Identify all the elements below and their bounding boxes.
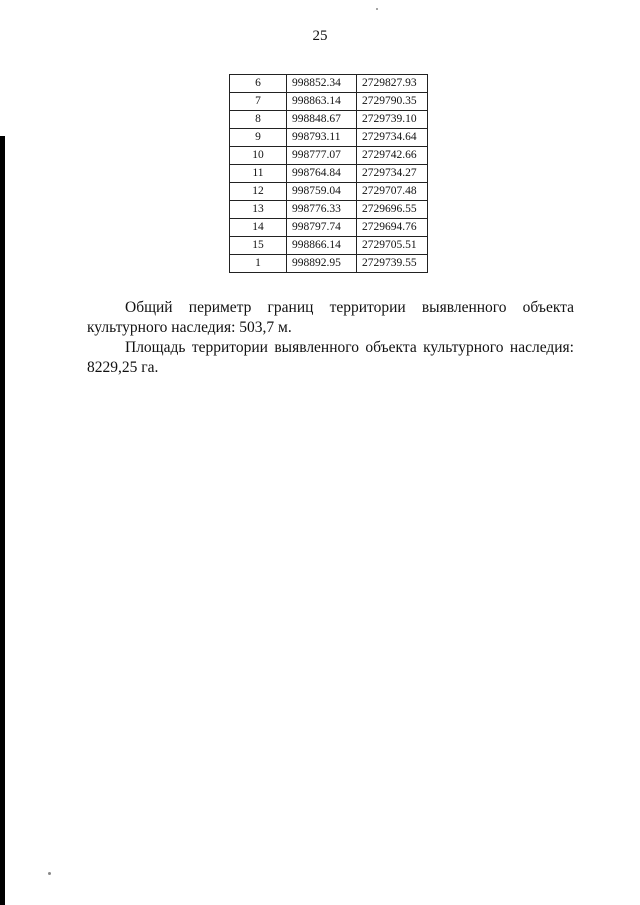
x-coordinate-cell: 998863.14 — [287, 93, 357, 111]
y-coordinate-cell: 2729790.35 — [357, 93, 428, 111]
y-coordinate-cell: 2729707.48 — [357, 183, 428, 201]
table-row — [230, 201, 428, 219]
point-number-cell: 8 — [230, 111, 287, 129]
y-coordinate-cell: 2729694.76 — [357, 219, 428, 237]
x-coordinate-cell: 998892.95 — [287, 255, 357, 273]
point-number-cell: 13 — [230, 201, 287, 219]
point-number-cell: 1 — [230, 255, 287, 273]
perimeter-paragraph — [87, 298, 574, 338]
coordinates-table — [229, 74, 428, 273]
point-number-cell: 7 — [230, 93, 287, 111]
scan-margin-bar — [0, 136, 5, 905]
x-coordinate-cell: 998797.74 — [287, 219, 357, 237]
table-row — [230, 219, 428, 237]
page-number: 25 — [312, 28, 328, 44]
table-row — [230, 237, 428, 255]
table-row — [230, 147, 428, 165]
perimeter-text: Общий периметр границ территории выявленного объекта культурного наследия: 503,7 м. — [87, 299, 574, 336]
y-coordinate-cell: 2729734.27 — [357, 165, 428, 183]
table-row — [230, 75, 428, 93]
scan-speck — [48, 872, 51, 875]
area-paragraph — [87, 338, 574, 378]
point-number-cell: 14 — [230, 219, 287, 237]
area-text: Площадь территории выявленного объекта культурного наследия: 8229,25 га. — [87, 339, 574, 376]
point-number-cell: 6 — [230, 75, 287, 93]
x-coordinate-cell: 998793.11 — [287, 129, 357, 147]
table-row — [230, 255, 428, 273]
table-row — [230, 129, 428, 147]
x-coordinate-cell: 998852.34 — [287, 75, 357, 93]
point-number-cell: 9 — [230, 129, 287, 147]
y-coordinate-cell: 2729739.10 — [357, 111, 428, 129]
table-row — [230, 93, 428, 111]
x-coordinate-cell: 998776.33 — [287, 201, 357, 219]
x-coordinate-cell: 998777.07 — [287, 147, 357, 165]
y-coordinate-cell: 2729739.55 — [357, 255, 428, 273]
point-number-cell: 12 — [230, 183, 287, 201]
table-row — [230, 183, 428, 201]
table-row — [230, 111, 428, 129]
y-coordinate-cell: 2729696.55 — [357, 201, 428, 219]
x-coordinate-cell: 998866.14 — [287, 237, 357, 255]
point-number-cell: 15 — [230, 237, 287, 255]
x-coordinate-cell: 998848.67 — [287, 111, 357, 129]
table-row — [230, 165, 428, 183]
point-number-cell: 10 — [230, 147, 287, 165]
y-coordinate-cell: 2729705.51 — [357, 237, 428, 255]
x-coordinate-cell: 998759.04 — [287, 183, 357, 201]
coordinates-table-body — [230, 75, 428, 273]
point-number-cell: 11 — [230, 165, 287, 183]
y-coordinate-cell: 2729734.64 — [357, 129, 428, 147]
y-coordinate-cell: 2729742.66 — [357, 147, 428, 165]
y-coordinate-cell: 2729827.93 — [357, 75, 428, 93]
scan-speck — [376, 8, 378, 10]
x-coordinate-cell: 998764.84 — [287, 165, 357, 183]
